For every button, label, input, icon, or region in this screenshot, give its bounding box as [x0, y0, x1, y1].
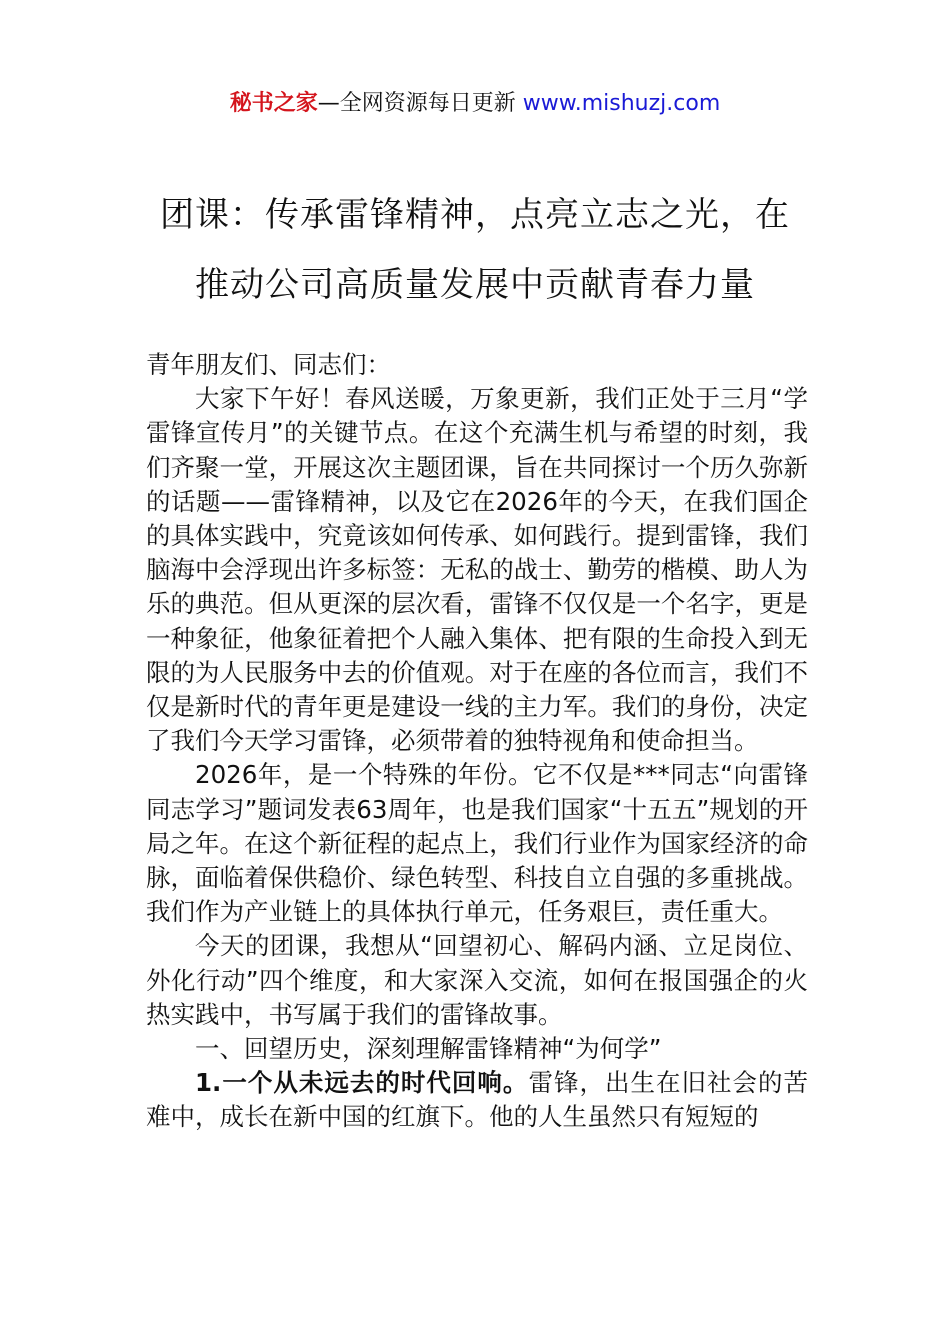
- subsection-lead: 1.一个从未远去的时代回响。: [195, 1068, 529, 1098]
- brand-name: 秘书之家: [229, 91, 318, 116]
- title-line-1: 团课：传承雷锋精神，点亮立志之光，在: [160, 195, 790, 235]
- document-title: [0, 180, 950, 320]
- paragraph: 今天的团课，我想从“回望初心、解码内涵、立足岗位、外化行动”四个维度，和大家深入交流，如何在报国强企的火热实践中，书写属于我们的雷锋故事。: [146, 931, 808, 1029]
- subsection-paragraph: [146, 1066, 808, 1134]
- document-body: [146, 348, 808, 1135]
- paragraph: 大家下午好！春风送暖，万象更新，我们正处于三月“学雷锋宣传月”的关键节点。在这个充满生机与希望的时刻，我们齐聚一堂，开展这次主题团课，旨在共同探讨一个历久弥新的话题——雷锋精神，以及它在2026年的今天，在我们国企的具体实践中，究竟该如何传承、如何践行。提到雷锋，我们脑海中会浮现出许多标签：无私的战士、勤劳的楷模、助人为乐的典范。但从更深的层次看，雷锋不仅仅是一个名字，更是一种象征，他象征着把个人融入集体、把有限的生命投入到无限的为人民服务中去的价值观。对于在座的各位而言，我们不仅是新时代的青年更是建设一线的主力军。我们的身份，决定了我们今天学习雷锋，必须带着的独特视角和使命担当。: [146, 384, 808, 756]
- header-tagline: —全网资源每日更新: [317, 91, 516, 116]
- greeting: 青年朋友们、同志们：: [146, 350, 391, 379]
- site-url[interactable]: www.mishuzj.com: [522, 91, 721, 116]
- subsection-text: 雷锋，出生在旧社会的苦难中，成长在新中国的红旗下。他的人生虽然只有短短的: [146, 1068, 808, 1132]
- site-header: [0, 88, 950, 120]
- paragraph: 2026年，是一个特殊的年份。它不仅是***同志“向雷锋同志学习”题词发表63周年，也是我们国家“十五五”规划的开局之年。在这个新征程的起点上，我们行业作为国家经济的命脉，面临着保供稳价、绿色转型、科技自立自强的多重挑战。我们作为产业链上的具体执行单元，任务艰巨，责任重大。: [146, 760, 808, 927]
- title-line-2: 推动公司高质量发展中贡献青春力量: [195, 265, 755, 305]
- section-heading: 一、回望历史，深刻理解雷锋精神“为何学”: [195, 1034, 662, 1064]
